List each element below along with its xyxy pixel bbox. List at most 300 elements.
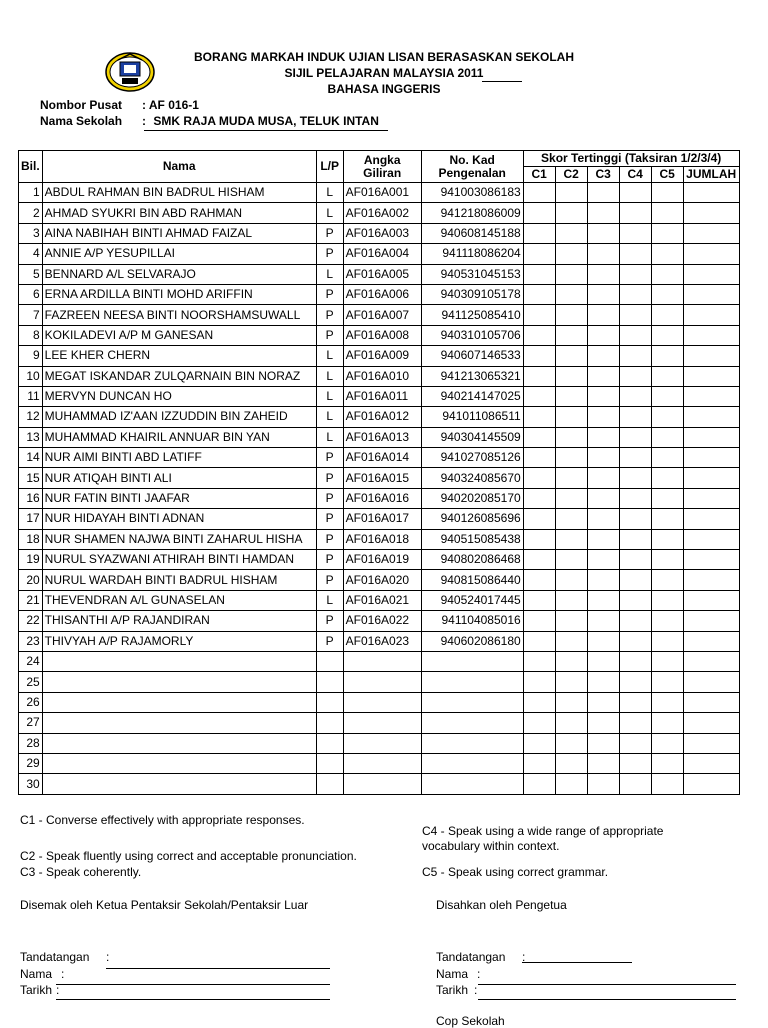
left-tandatangan-label: Tandatangan	[20, 950, 90, 964]
row-nama: NUR SHAMEN NAJWA BINTI ZAHARUL HISHA	[42, 529, 316, 549]
row-angka-giliran: AF016A017	[343, 509, 421, 529]
row-score-c2[interactable]	[555, 427, 587, 447]
row-score-c3[interactable]	[587, 325, 619, 345]
row-nama: ABDUL RAHMAN BIN BADRUL HISHAM	[42, 183, 316, 203]
row-angka-giliran: AF016A008	[343, 325, 421, 345]
row-score-jumlah[interactable]	[683, 183, 739, 203]
row-score-c5[interactable]	[651, 264, 683, 284]
left-tarikh-label: Tarikh	[20, 983, 53, 997]
row-score-c1[interactable]	[523, 509, 555, 529]
row-score-c3[interactable]	[587, 774, 619, 794]
row-score-c5[interactable]	[651, 284, 683, 304]
row-score-c4[interactable]	[619, 386, 651, 406]
row-score-c5[interactable]	[651, 509, 683, 529]
right-nama-colon: :	[477, 967, 481, 981]
row-score-c2[interactable]	[555, 448, 587, 468]
row-score-jumlah[interactable]	[683, 203, 739, 223]
row-score-c1[interactable]	[523, 692, 555, 712]
left-nama-colon: :	[61, 967, 65, 981]
row-score-c2[interactable]	[555, 692, 587, 712]
table-row	[19, 753, 740, 773]
row-nama: NUR AIMI BINTI ABD LATIFF	[42, 448, 316, 468]
row-lp: P	[316, 468, 343, 488]
row-score-c1[interactable]	[523, 427, 555, 447]
row-score-c3[interactable]	[587, 631, 619, 651]
row-nama	[42, 713, 316, 733]
row-score-c3[interactable]	[587, 468, 619, 488]
row-score-c5[interactable]	[651, 325, 683, 345]
row-score-c3[interactable]	[587, 590, 619, 610]
row-score-c3[interactable]	[587, 713, 619, 733]
row-score-c4[interactable]	[619, 488, 651, 508]
row-score-c4[interactable]	[619, 672, 651, 692]
row-score-c2[interactable]	[555, 264, 587, 284]
row-score-c4[interactable]	[619, 264, 651, 284]
row-bil: 29	[19, 753, 43, 773]
row-score-c4[interactable]	[619, 305, 651, 325]
row-score-c4[interactable]	[619, 203, 651, 223]
row-score-c4[interactable]	[619, 366, 651, 386]
row-score-c5[interactable]	[651, 183, 683, 203]
row-score-c5[interactable]	[651, 407, 683, 427]
row-no-kad: 940202085170	[421, 488, 523, 508]
row-bil: 3	[19, 223, 43, 243]
row-score-c3[interactable]	[587, 529, 619, 549]
row-score-c2[interactable]	[555, 366, 587, 386]
row-score-c1[interactable]	[523, 448, 555, 468]
table-row	[19, 590, 740, 610]
row-score-c3[interactable]	[587, 386, 619, 406]
row-score-c5[interactable]	[651, 651, 683, 671]
table-row	[19, 448, 740, 468]
row-bil: 11	[19, 386, 43, 406]
row-no-kad: 941125085410	[421, 305, 523, 325]
row-score-c4[interactable]	[619, 713, 651, 733]
row-score-c5[interactable]	[651, 713, 683, 733]
row-score-c1[interactable]	[523, 753, 555, 773]
row-score-c3[interactable]	[587, 407, 619, 427]
row-score-jumlah[interactable]	[683, 570, 739, 590]
row-score-c3[interactable]	[587, 244, 619, 264]
row-score-c1[interactable]	[523, 346, 555, 366]
table-row	[19, 183, 740, 203]
row-angka-giliran: AF016A005	[343, 264, 421, 284]
row-score-c5[interactable]	[651, 753, 683, 773]
row-score-c3[interactable]	[587, 448, 619, 468]
row-score-c4[interactable]	[619, 753, 651, 773]
col-kad-line1: No. Kad	[449, 152, 495, 167]
row-nama: ERNA ARDILLA BINTI MOHD ARIFFIN	[42, 284, 316, 304]
row-score-c2[interactable]	[555, 468, 587, 488]
criteria-c5: C5 - Speak using correct grammar.	[422, 865, 609, 879]
row-score-c2[interactable]	[555, 407, 587, 427]
row-score-jumlah[interactable]	[683, 448, 739, 468]
row-score-c4[interactable]	[619, 529, 651, 549]
table-row	[19, 713, 740, 733]
row-lp: L	[316, 346, 343, 366]
row-score-c3[interactable]	[587, 223, 619, 243]
row-score-c4[interactable]	[619, 550, 651, 570]
row-score-c4[interactable]	[619, 468, 651, 488]
row-score-jumlah[interactable]	[683, 631, 739, 651]
row-bil: 27	[19, 713, 43, 733]
row-angka-giliran: AF016A012	[343, 407, 421, 427]
row-no-kad: 940602086180	[421, 631, 523, 651]
right-nama-label: Nama	[436, 967, 469, 981]
row-nama: THEVENDRAN A/L GUNASELAN	[42, 590, 316, 610]
row-score-c4[interactable]	[619, 570, 651, 590]
row-score-c3[interactable]	[587, 692, 619, 712]
row-lp: L	[316, 427, 343, 447]
row-score-c1[interactable]	[523, 386, 555, 406]
col-angka-line1: Angka	[363, 152, 401, 167]
col-c3: C3	[587, 167, 619, 183]
row-score-c2[interactable]	[555, 590, 587, 610]
row-no-kad	[421, 672, 523, 692]
row-angka-giliran: AF016A011	[343, 386, 421, 406]
row-score-c4[interactable]	[619, 611, 651, 631]
row-score-jumlah[interactable]	[683, 488, 739, 508]
row-no-kad: 940607146533	[421, 346, 523, 366]
right-tarikh-colon: :	[474, 983, 478, 997]
nama-sekolah-underline	[144, 130, 388, 131]
row-score-c2[interactable]	[555, 774, 587, 794]
row-score-c3[interactable]	[587, 570, 619, 590]
row-score-c2[interactable]	[555, 244, 587, 264]
row-score-c1[interactable]	[523, 223, 555, 243]
row-score-c2[interactable]	[555, 550, 587, 570]
row-no-kad: 941003086183	[421, 183, 523, 203]
table-row	[19, 611, 740, 631]
row-score-c1[interactable]	[523, 244, 555, 264]
row-score-c3[interactable]	[587, 672, 619, 692]
row-score-c1[interactable]	[523, 488, 555, 508]
row-nama: MEGAT ISKANDAR ZULQARNAIN BIN NORAZ	[42, 366, 316, 386]
row-no-kad: 941027085126	[421, 448, 523, 468]
row-lp: P	[316, 244, 343, 264]
left-tandatangan-colon: :	[106, 950, 110, 964]
row-score-c5[interactable]	[651, 672, 683, 692]
row-score-c5[interactable]	[651, 488, 683, 508]
row-score-c5[interactable]	[651, 570, 683, 590]
row-bil: 20	[19, 570, 43, 590]
row-no-kad: 941218086009	[421, 203, 523, 223]
row-score-c5[interactable]	[651, 448, 683, 468]
row-score-jumlah[interactable]	[683, 651, 739, 671]
row-angka-giliran: AF016A001	[343, 183, 421, 203]
row-score-c2[interactable]	[555, 509, 587, 529]
table-row	[19, 488, 740, 508]
table-row	[19, 672, 740, 692]
row-score-jumlah[interactable]	[683, 468, 739, 488]
row-score-c1[interactable]	[523, 590, 555, 610]
row-lp: L	[316, 590, 343, 610]
row-no-kad: 940214147025	[421, 386, 523, 406]
row-score-c3[interactable]	[587, 183, 619, 203]
row-score-c4[interactable]	[619, 448, 651, 468]
right-tandatangan-line	[522, 962, 632, 963]
row-score-c4[interactable]	[619, 509, 651, 529]
row-bil: 16	[19, 488, 43, 508]
row-score-c4[interactable]	[619, 407, 651, 427]
table-row	[19, 325, 740, 345]
row-score-c5[interactable]	[651, 386, 683, 406]
row-score-c4[interactable]	[619, 183, 651, 203]
row-score-jumlah[interactable]	[683, 407, 739, 427]
row-score-jumlah[interactable]	[683, 427, 739, 447]
row-score-c1[interactable]	[523, 325, 555, 345]
row-score-c3[interactable]	[587, 203, 619, 223]
row-lp: P	[316, 529, 343, 549]
row-score-c1[interactable]	[523, 713, 555, 733]
row-score-c5[interactable]	[651, 631, 683, 651]
row-score-c4[interactable]	[619, 284, 651, 304]
row-score-c1[interactable]	[523, 550, 555, 570]
table-row	[19, 774, 740, 794]
row-score-jumlah[interactable]	[683, 325, 739, 345]
row-angka-giliran: AF016A003	[343, 223, 421, 243]
row-nama: THISANTHI A/P RAJANDIRAN	[42, 611, 316, 631]
row-score-c2[interactable]	[555, 651, 587, 671]
row-score-c2[interactable]	[555, 386, 587, 406]
row-bil: 25	[19, 672, 43, 692]
row-score-c2[interactable]	[555, 753, 587, 773]
table-row	[19, 468, 740, 488]
row-score-c5[interactable]	[651, 366, 683, 386]
col-kad-line2: Pengenalan	[438, 165, 506, 180]
row-score-c5[interactable]	[651, 590, 683, 610]
row-score-c1[interactable]	[523, 672, 555, 692]
row-score-jumlah[interactable]	[683, 692, 739, 712]
right-nama-line	[478, 984, 736, 985]
row-score-c2[interactable]	[555, 488, 587, 508]
table-row	[19, 651, 740, 671]
col-angka-giliran	[343, 151, 421, 183]
row-score-c5[interactable]	[651, 203, 683, 223]
row-score-c5[interactable]	[651, 305, 683, 325]
row-no-kad: 941011086511	[421, 407, 523, 427]
row-no-kad: 940310105706	[421, 325, 523, 345]
row-bil: 5	[19, 264, 43, 284]
row-score-c1[interactable]	[523, 407, 555, 427]
table-row	[19, 244, 740, 264]
row-no-kad	[421, 713, 523, 733]
row-angka-giliran: AF016A019	[343, 550, 421, 570]
row-nama: MUHAMMAD KHAIRIL ANNUAR BIN YAN	[42, 427, 316, 447]
row-score-c5[interactable]	[651, 468, 683, 488]
row-score-c3[interactable]	[587, 651, 619, 671]
row-angka-giliran: AF016A015	[343, 468, 421, 488]
row-score-jumlah[interactable]	[683, 672, 739, 692]
row-nama: NUR FATIN BINTI JAAFAR	[42, 488, 316, 508]
row-score-c2[interactable]	[555, 570, 587, 590]
row-score-c5[interactable]	[651, 427, 683, 447]
row-score-c5[interactable]	[651, 550, 683, 570]
table-row	[19, 305, 740, 325]
col-no-kad	[421, 151, 523, 183]
row-angka-giliran: AF016A007	[343, 305, 421, 325]
row-score-c2[interactable]	[555, 631, 587, 651]
row-score-c1[interactable]	[523, 733, 555, 753]
row-score-c4[interactable]	[619, 631, 651, 651]
row-bil: 1	[19, 183, 43, 203]
row-score-c4[interactable]	[619, 427, 651, 447]
row-angka-giliran	[343, 753, 421, 773]
row-angka-giliran: AF016A002	[343, 203, 421, 223]
row-score-c2[interactable]	[555, 529, 587, 549]
row-score-jumlah[interactable]	[683, 590, 739, 610]
row-score-c4[interactable]	[619, 651, 651, 671]
row-angka-giliran: AF016A016	[343, 488, 421, 508]
row-score-c3[interactable]	[587, 427, 619, 447]
row-score-jumlah[interactable]	[683, 284, 739, 304]
row-score-c5[interactable]	[651, 733, 683, 753]
row-score-c1[interactable]	[523, 774, 555, 794]
row-score-jumlah[interactable]	[683, 529, 739, 549]
row-score-c5[interactable]	[651, 611, 683, 631]
row-score-c2[interactable]	[555, 733, 587, 753]
row-score-c3[interactable]	[587, 488, 619, 508]
col-c5: C5	[651, 167, 683, 183]
row-bil: 7	[19, 305, 43, 325]
row-score-jumlah[interactable]	[683, 264, 739, 284]
row-bil: 19	[19, 550, 43, 570]
row-score-c1[interactable]	[523, 468, 555, 488]
table-header-row	[19, 151, 740, 167]
row-bil: 26	[19, 692, 43, 712]
nombor-pusat-label: Nombor Pusat	[40, 98, 123, 112]
row-score-c5[interactable]	[651, 529, 683, 549]
row-bil: 2	[19, 203, 43, 223]
row-score-jumlah[interactable]	[683, 346, 739, 366]
table-row	[19, 529, 740, 549]
table-row	[19, 631, 740, 651]
marks-table	[18, 150, 740, 795]
row-score-c1[interactable]	[523, 631, 555, 651]
row-score-c2[interactable]	[555, 346, 587, 366]
row-lp	[316, 692, 343, 712]
row-score-jumlah[interactable]	[683, 611, 739, 631]
row-score-c4[interactable]	[619, 692, 651, 712]
row-score-c1[interactable]	[523, 264, 555, 284]
row-bil: 13	[19, 427, 43, 447]
row-score-c3[interactable]	[587, 611, 619, 631]
row-score-c4[interactable]	[619, 733, 651, 753]
row-score-c2[interactable]	[555, 325, 587, 345]
row-score-c1[interactable]	[523, 284, 555, 304]
row-score-c4[interactable]	[619, 346, 651, 366]
row-score-jumlah[interactable]	[683, 244, 739, 264]
row-nama	[42, 774, 316, 794]
row-score-c4[interactable]	[619, 325, 651, 345]
row-score-c2[interactable]	[555, 672, 587, 692]
row-score-jumlah[interactable]	[683, 305, 739, 325]
criteria-c3: C3 - Speak coherently.	[20, 865, 142, 879]
row-score-c4[interactable]	[619, 223, 651, 243]
row-angka-giliran: AF016A022	[343, 611, 421, 631]
row-score-c3[interactable]	[587, 264, 619, 284]
row-score-c3[interactable]	[587, 305, 619, 325]
row-score-c3[interactable]	[587, 733, 619, 753]
row-angka-giliran: AF016A018	[343, 529, 421, 549]
row-bil: 24	[19, 651, 43, 671]
row-score-jumlah[interactable]	[683, 386, 739, 406]
row-bil: 17	[19, 509, 43, 529]
row-no-kad	[421, 733, 523, 753]
row-angka-giliran	[343, 713, 421, 733]
row-score-c1[interactable]	[523, 305, 555, 325]
row-score-c1[interactable]	[523, 611, 555, 631]
row-score-c1[interactable]	[523, 529, 555, 549]
row-score-jumlah[interactable]	[683, 774, 739, 794]
row-score-c3[interactable]	[587, 753, 619, 773]
row-score-c1[interactable]	[523, 183, 555, 203]
row-score-c2[interactable]	[555, 183, 587, 203]
form-subtitle: SIJIL PELAJARAN MALAYSIA 2011	[284, 66, 484, 80]
row-score-c3[interactable]	[587, 550, 619, 570]
row-score-c2[interactable]	[555, 305, 587, 325]
row-score-jumlah[interactable]	[683, 713, 739, 733]
row-score-jumlah[interactable]	[683, 509, 739, 529]
row-score-c1[interactable]	[523, 570, 555, 590]
row-score-jumlah[interactable]	[683, 733, 739, 753]
row-score-c4[interactable]	[619, 244, 651, 264]
row-lp: P	[316, 509, 343, 529]
row-lp: P	[316, 305, 343, 325]
row-no-kad: 940524017445	[421, 590, 523, 610]
row-score-c3[interactable]	[587, 509, 619, 529]
row-score-c2[interactable]	[555, 223, 587, 243]
row-score-c4[interactable]	[619, 590, 651, 610]
row-score-c5[interactable]	[651, 346, 683, 366]
row-score-c3[interactable]	[587, 346, 619, 366]
row-score-jumlah[interactable]	[683, 550, 739, 570]
left-tarikh-colon: :	[56, 983, 60, 997]
row-score-c5[interactable]	[651, 244, 683, 264]
row-score-c3[interactable]	[587, 284, 619, 304]
table-row	[19, 223, 740, 243]
row-score-c5[interactable]	[651, 692, 683, 712]
table-row	[19, 386, 740, 406]
row-score-jumlah[interactable]	[683, 366, 739, 386]
row-lp: P	[316, 570, 343, 590]
row-score-c2[interactable]	[555, 713, 587, 733]
row-no-kad: 940608145188	[421, 223, 523, 243]
col-c1: C1	[523, 167, 555, 183]
row-score-jumlah[interactable]	[683, 753, 739, 773]
row-no-kad: 940304145509	[421, 427, 523, 447]
row-score-c2[interactable]	[555, 203, 587, 223]
row-score-c5[interactable]	[651, 774, 683, 794]
row-score-c4[interactable]	[619, 774, 651, 794]
row-score-c3[interactable]	[587, 366, 619, 386]
row-lp: P	[316, 448, 343, 468]
row-bil: 21	[19, 590, 43, 610]
row-score-c1[interactable]	[523, 366, 555, 386]
row-score-c1[interactable]	[523, 203, 555, 223]
row-angka-giliran: AF016A023	[343, 631, 421, 651]
row-score-c1[interactable]	[523, 651, 555, 671]
row-score-c2[interactable]	[555, 284, 587, 304]
row-score-c2[interactable]	[555, 611, 587, 631]
row-angka-giliran	[343, 692, 421, 712]
row-nama: MUHAMMAD IZ'AAN IZZUDDIN BIN ZAHEID	[42, 407, 316, 427]
row-angka-giliran	[343, 651, 421, 671]
row-score-jumlah[interactable]	[683, 223, 739, 243]
row-angka-giliran	[343, 672, 421, 692]
row-no-kad: 940815086440	[421, 570, 523, 590]
row-score-c5[interactable]	[651, 223, 683, 243]
